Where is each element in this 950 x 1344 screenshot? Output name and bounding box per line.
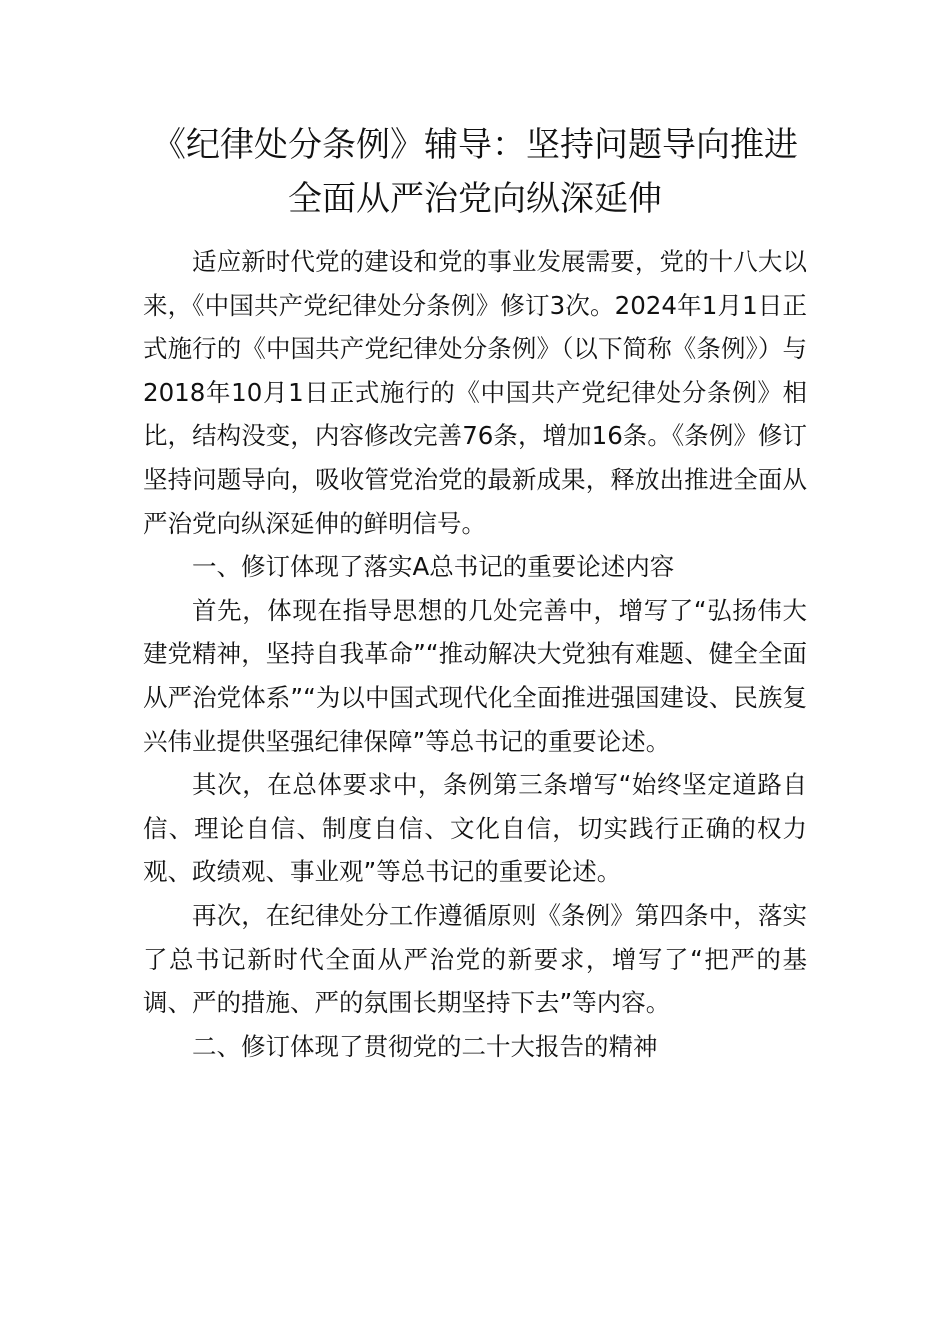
paragraph-second: 其次，在总体要求中，条例第三条增写“始终坚定道路自信、理论自信、制度自信、文化自信，切实践行正确的权力观、政绩观、事业观”等总书记的重要论述。 <box>143 770 807 887</box>
paragraph-third: 再次，在纪律处分工作遵循原则《条例》第四条中，落实了总书记新时代全面从严治党的新要求，增写了“把严的基调、严的措施、严的氛围长期坚持下去”等内容。 <box>143 900 807 1018</box>
section-heading-1: 一、修订体现了落实A总书记的重要论述内容 <box>192 552 675 582</box>
document-body <box>143 240 807 1068</box>
paragraph-first: 首先，体现在指导思想的几处完善中，增写了“弘扬伟大建党精神，坚持自我革命”“推动解决大党独有难题、健全全面从严治党体系”“为以中国式现代化全面推进强国建设、民族复兴伟业提供坚强纪律保障”等总书记的重要论述。 <box>143 595 807 756</box>
paragraph-intro: 适应新时代党的建设和党的事业发展需要，党的十八大以来，《中国共产党纪律处分条例》修订3次。2024年1月1日正式施行的《中国共产党纪律处分条例》（以下简称《条例》）与2018年10月1日正式施行的《中国共产党纪律处分条例》相比，结构没变，内容修改完善76条，增加16条。《条例》修订坚持问题导向，吸收管党治党的最新成果，释放出推进全面从严治党向纵深延伸的鲜明信号。 <box>143 247 807 538</box>
document-title: 《纪律处分条例》辅导：坚持问题导向推进全面从严治党向纵深延伸 <box>152 125 798 219</box>
section-heading-2: 二、修订体现了贯彻党的二十大报告的精神 <box>192 1031 658 1061</box>
